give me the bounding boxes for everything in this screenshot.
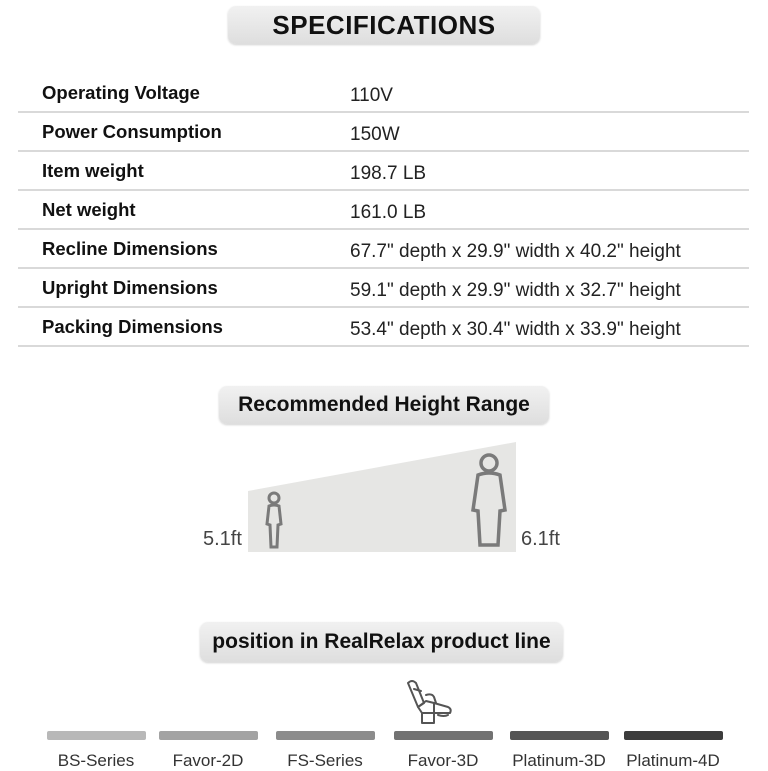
spec-label: Net weight [42, 199, 136, 220]
series-bar [510, 731, 609, 740]
spec-row-operating-voltage [18, 74, 749, 113]
series-label: FS-Series [287, 751, 363, 770]
series-bs-series [41, 731, 151, 771]
specifications-title: SPECIFICATIONS [228, 6, 540, 44]
spec-label: Packing Dimensions [42, 316, 223, 337]
series-favor-3d-current [388, 731, 498, 771]
spec-value: 67.7" depth x 29.9" width x 40.2" height [350, 241, 681, 262]
spec-value: 59.1" depth x 29.9" width x 32.7" height [350, 280, 681, 301]
series-fs-series [270, 731, 380, 771]
series-platinum-4d [618, 731, 728, 771]
recliner-chair-icon [404, 679, 454, 725]
height-range-title: Recommended Height Range [219, 386, 549, 424]
series-label: Platinum-3D [512, 751, 606, 770]
series-bar [624, 731, 723, 740]
spec-label: Recline Dimensions [42, 238, 218, 259]
spec-label: Upright Dimensions [42, 277, 218, 298]
height-max-label: 6.1ft [521, 528, 560, 550]
spec-label: Operating Voltage [42, 82, 200, 103]
specifications-table [18, 74, 749, 347]
series-bar [159, 731, 258, 740]
spec-row-power-consumption [18, 113, 749, 152]
spec-row-net-weight [18, 191, 749, 230]
spec-row-recline-dimensions [18, 230, 749, 269]
series-label: Favor-3D [407, 751, 479, 770]
series-label: Favor-2D [172, 751, 244, 770]
series-bar [394, 731, 493, 740]
series-bar [47, 731, 146, 740]
series-label: Platinum-4D [626, 751, 720, 770]
product-line-title: position in RealRelax product line [200, 622, 563, 662]
spec-label: Power Consumption [42, 121, 222, 142]
spec-row-packing-dimensions [18, 308, 749, 347]
height-min-label: 5.1ft [203, 528, 242, 550]
spec-value: 198.7 LB [350, 163, 427, 184]
spec-value: 110V [350, 85, 393, 106]
spec-value: 150W [350, 124, 400, 145]
spec-label: Item weight [42, 160, 144, 181]
series-bar [276, 731, 375, 740]
height-range-graphic [245, 442, 517, 552]
series-favor-2d [153, 731, 263, 771]
spec-row-upright-dimensions [18, 269, 749, 308]
series-platinum-3d [504, 731, 614, 771]
series-label: BS-Series [57, 751, 135, 770]
spec-value: 53.4" depth x 30.4" width x 33.9" height [350, 319, 681, 340]
spec-value: 161.0 LB [350, 202, 427, 223]
spec-row-item-weight [18, 152, 749, 191]
